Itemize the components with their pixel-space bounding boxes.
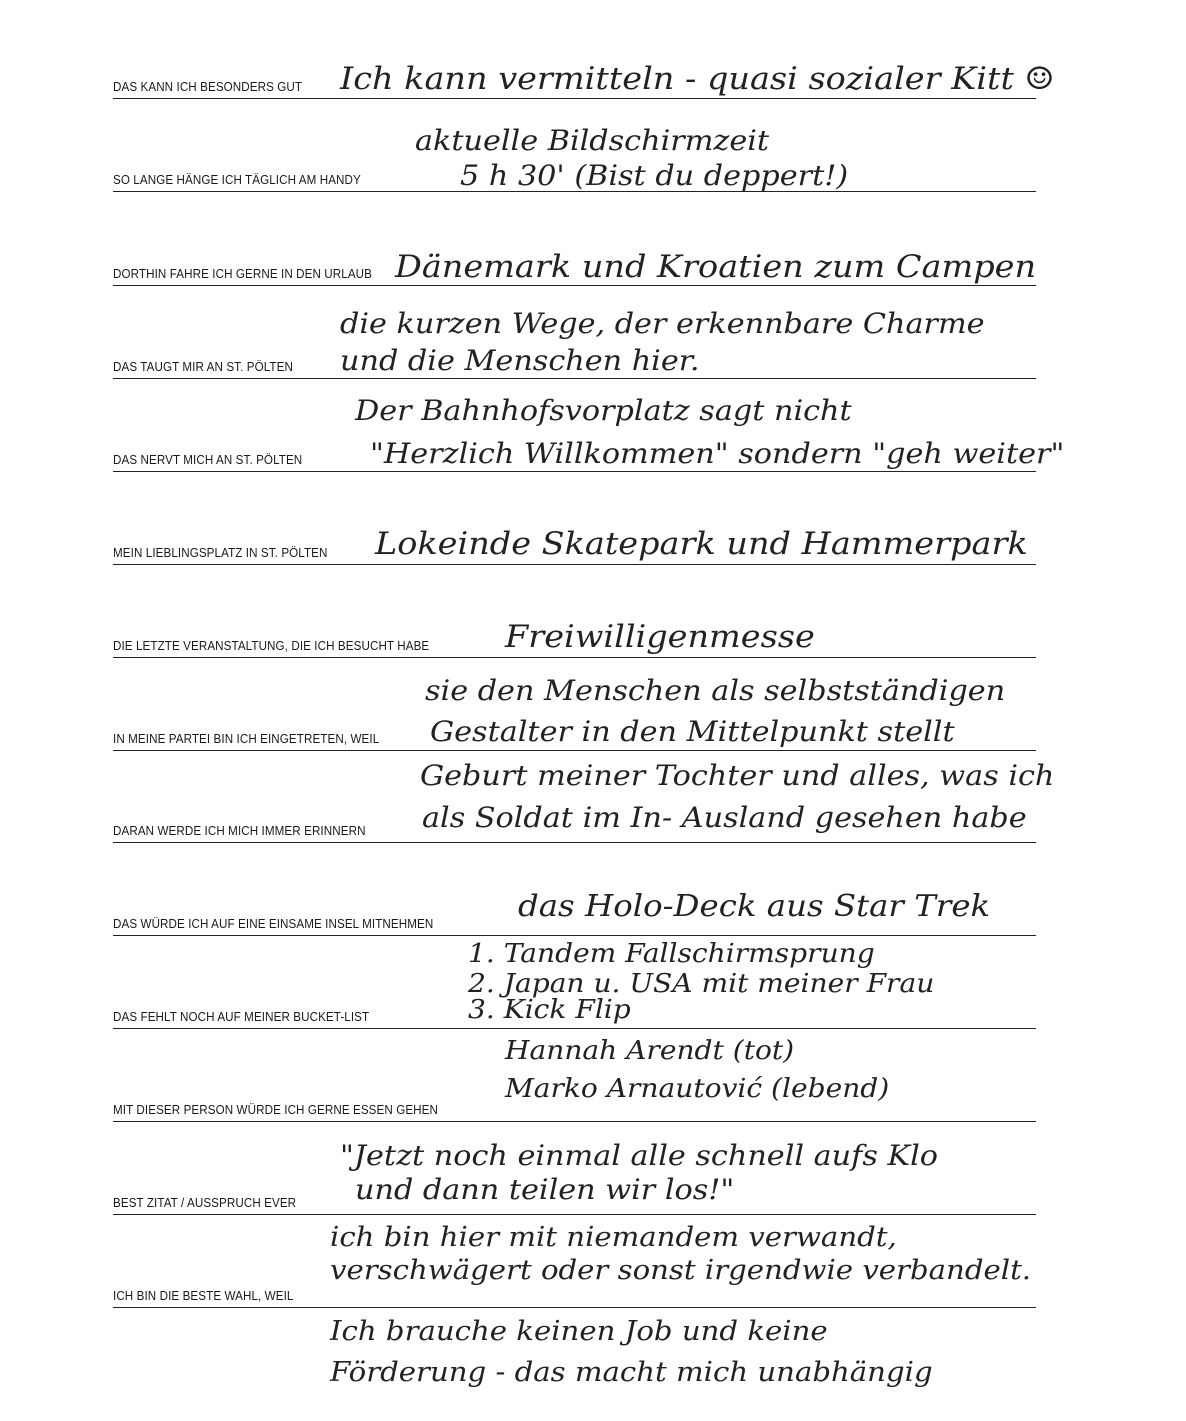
handwritten-answer: die kurzen Wege, der erkennbare Charme xyxy=(340,307,985,341)
field-label: DAS WÜRDE ICH AUF EINE EINSAME INSEL MITNEHMEN xyxy=(113,917,434,931)
handwritten-answer: Gestalter in den Mittelpunkt stellt xyxy=(430,715,955,749)
answer-line xyxy=(113,471,1036,472)
field-label: DARAN WERDE ICH MICH IMMER ERINNERN xyxy=(113,824,366,838)
handwritten-answer: als Soldat im In- Ausland gesehen habe xyxy=(422,801,1027,835)
field-label: DAS TAUGT MIR AN ST. PÖLTEN xyxy=(113,360,293,374)
handwritten-answer: Geburt meiner Tochter und alles, was ich xyxy=(420,759,1055,793)
handwritten-answer: und dann teilen wir los!" xyxy=(355,1173,735,1207)
handwritten-answer: Förderung - das macht mich unabhängig xyxy=(330,1357,933,1389)
handwritten-answer: Dänemark und Kroatien zum Campen xyxy=(395,248,1037,285)
field-label: MIT DIESER PERSON WÜRDE ICH GERNE ESSEN GEHEN xyxy=(113,1103,439,1117)
field-label: DIE LETZTE VERANSTALTUNG, DIE ICH BESUCHT HABE xyxy=(113,639,430,653)
answer-line xyxy=(113,842,1036,843)
field-label: IN MEINE PARTEI BIN ICH EINGETRETEN, WEIL xyxy=(113,732,380,746)
answer-line xyxy=(113,378,1036,379)
handwritten-answer: 2. Japan u. USA mit meiner Frau xyxy=(468,969,935,1000)
handwritten-answer: Ich brauche keinen Job und keine xyxy=(330,1316,828,1348)
handwritten-answer: Lokeinde Skatepark und Hammerpark xyxy=(375,525,1028,562)
field-label: DAS KANN ICH BESONDERS GUT xyxy=(113,80,303,94)
answer-line xyxy=(113,1028,1036,1029)
field-label: DAS NERVT MICH AN ST. PÖLTEN xyxy=(113,453,303,467)
answer-line xyxy=(113,750,1036,751)
field-label: ICH BIN DIE BESTE WAHL, WEIL xyxy=(113,1289,294,1303)
handwritten-answer: "Herzlich Willkommen" sondern "geh weiter" xyxy=(370,437,1065,471)
handwritten-answer: Ich kann vermitteln - quasi sozialer Kitt ☺ xyxy=(340,60,1055,97)
field-label: DORTHIN FAHRE ICH GERNE IN DEN URLAUB xyxy=(113,267,373,281)
handwritten-answer: das Holo-Deck aus Star Trek xyxy=(518,889,991,924)
handwritten-answer: verschwägert oder sonst irgendwie verbandelt. xyxy=(330,1255,1032,1287)
handwritten-answer: sie den Menschen als selbstständigen xyxy=(425,674,1006,708)
handwritten-answer: Der Bahnhofsvorplatz sagt nicht xyxy=(355,394,852,428)
answer-line xyxy=(113,1214,1036,1215)
answer-line xyxy=(113,564,1036,565)
handwritten-answer: 1. Tandem Fallschirmsprung xyxy=(468,939,875,970)
handwritten-answer: 3. Kick Flip xyxy=(468,995,631,1026)
handwritten-answer: Marko Arnautović (lebend) xyxy=(505,1074,890,1105)
handwritten-answer: "Jetzt noch einmal alle schnell aufs Klo xyxy=(340,1139,938,1173)
answer-line xyxy=(113,98,1036,99)
handwritten-answer: Hannah Arendt (tot) xyxy=(505,1036,795,1067)
handwritten-answer: aktuelle Bildschirmzeit xyxy=(415,124,770,158)
field-label: MEIN LIEBLINGSPLATZ IN ST. PÖLTEN xyxy=(113,546,328,560)
answer-line xyxy=(113,1307,1036,1308)
field-label: DAS FEHLT NOCH AUF MEINER BUCKET-LIST xyxy=(113,1010,370,1024)
handwritten-answer: 5 h 30' (Bist du deppert!) xyxy=(460,159,849,193)
field-label: SO LANGE HÄNGE ICH TÄGLICH AM HANDY xyxy=(113,173,361,187)
handwritten-answer: ich bin hier mit niemandem verwandt, xyxy=(330,1222,897,1254)
answer-line xyxy=(113,935,1036,936)
answer-line xyxy=(113,1121,1036,1122)
answer-line xyxy=(113,285,1036,286)
handwritten-answer: und die Menschen hier. xyxy=(340,344,700,378)
handwritten-answer: Freiwilligenmesse xyxy=(505,618,815,655)
field-label: BEST ZITAT / AUSSPRUCH EVER xyxy=(113,1196,297,1210)
answer-line xyxy=(113,657,1036,658)
